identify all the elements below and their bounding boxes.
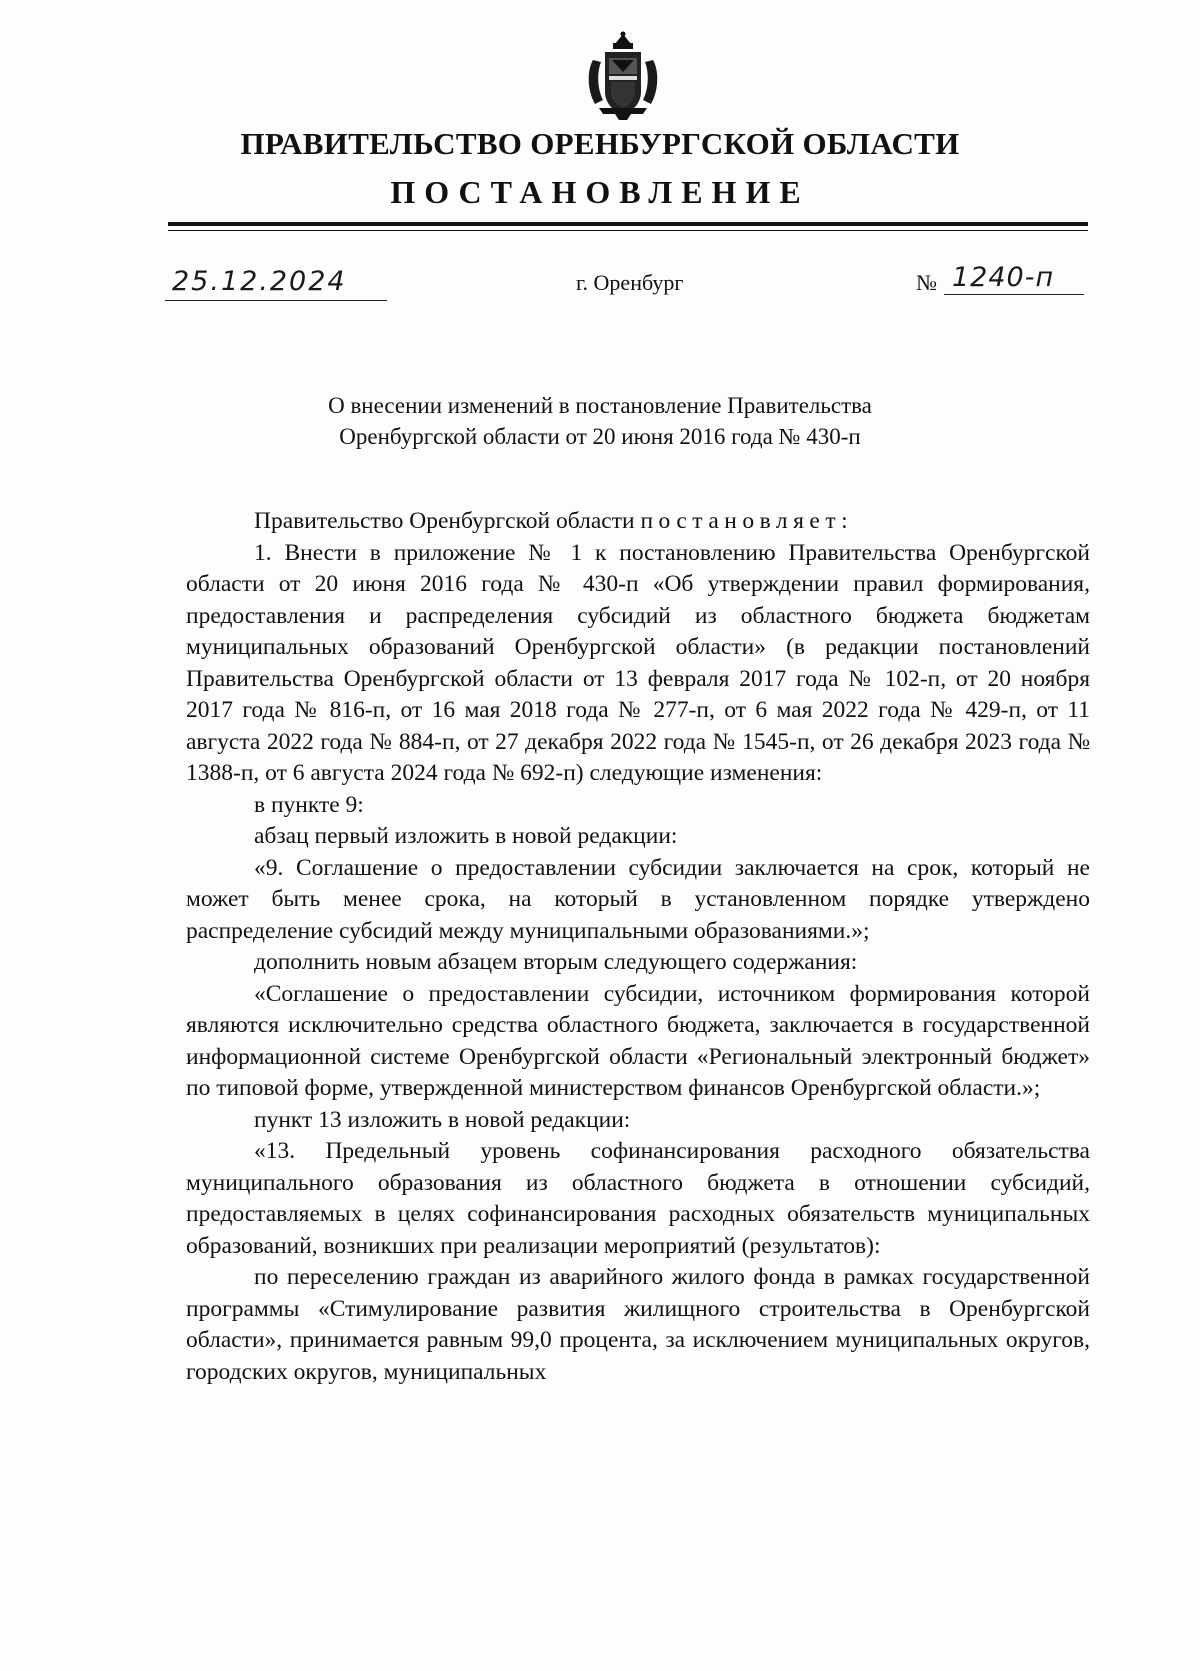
subject-line: О внесении изменений в постановление Правительства (328, 393, 872, 418)
body-paragraph: дополнить новым абзацем вторым следующего содержания: (254, 949, 858, 975)
number-underline (944, 294, 1084, 295)
subject-line: Оренбургской области от 20 июня 2016 года № 430-п (339, 424, 861, 449)
preamble-keyword: постановляет: (640, 508, 854, 534)
body-paragraph: по переселению граждан из аварийного жилого фонда в рамках государственной программы «Стимулирование развития жилищного строительства в Оренбургской области», принимается равным 99,0 процента, за исключением муниципальных округов, городских округов, муниципальных (186, 1264, 1090, 1385)
body-paragraph: «9. Соглашение о предоставлении субсидии заключается на срок, который не может быть менее срока, на который в установленном порядке утверждено распределение субсидий между муниципальными образованиями.»; (186, 854, 1090, 944)
document-body (186, 506, 1090, 1388)
body-paragraph: «13. Предельный уровень софинансирования расходного обязательства муниципального образования из областного бюджета в отношении субсидий, предоставляемых в целях софинансирования расходных обязательств муниципальных образований, возникших при реализации мероприятий (результатов): (186, 1138, 1090, 1259)
document-subject (0, 390, 1200, 452)
coat-of-arms-emblem (585, 30, 661, 122)
government-title: ПРАВИТЕЛЬСТВО ОРЕНБУРГСКОЙ ОБЛАСТИ (240, 126, 960, 161)
header-divider-thick (168, 222, 1088, 226)
document-city: г. Оренбург (576, 270, 684, 295)
document-type-title: ПОСТАНОВЛЕНИЕ (390, 174, 810, 210)
number-sign: № (916, 270, 937, 295)
document-date: 25.12.2024 (172, 266, 347, 297)
preamble-paragraph (186, 506, 1090, 538)
preamble-text: Правительство Оренбургской области (254, 508, 641, 534)
body-paragraph: 1. Внести в приложение № 1 к постановлению Правительства Оренбургской области от 20 июня 2016 года № 430-п «Об утверждении правил формирования, предоставления и распределения субсидий из областного бюджета бюджетам муниципальных образований Оренбургской области» (в редакции постановлений Правительства Оренбургской области от 13 февраля 2017 года № 102-п, от 20 ноября 2017 года № 816-п, от 16 мая 2018 года № 277-п, от 6 мая 2022 года № 429-п, от 11 августа 2022 года № 884-п, от 27 декабря 2022 года № 1545-п, от 26 декабря 2023 года № 1388-п, от 6 августа 2024 года № 692-п) следующие изменения: (186, 539, 1090, 786)
body-paragraph: «Соглашение о предоставлении субсидии, источником формирования которой являются исключительно средства областного бюджета, заключается в государственной информационной системе Оренбургской области «Региональный электронный бюджет» по типовой форме, утвержденной министерством финансов Оренбургской области.»; (186, 980, 1090, 1101)
document-number: 1240-п (952, 262, 1055, 293)
date-underline (165, 300, 387, 301)
body-paragraph: пункт 13 изложить в новой редакции: (254, 1106, 631, 1133)
body-paragraph: в пункте 9: (254, 791, 364, 818)
header-divider-thin (168, 230, 1088, 231)
body-paragraph: абзац первый изложить в новой редакции: (254, 823, 678, 849)
